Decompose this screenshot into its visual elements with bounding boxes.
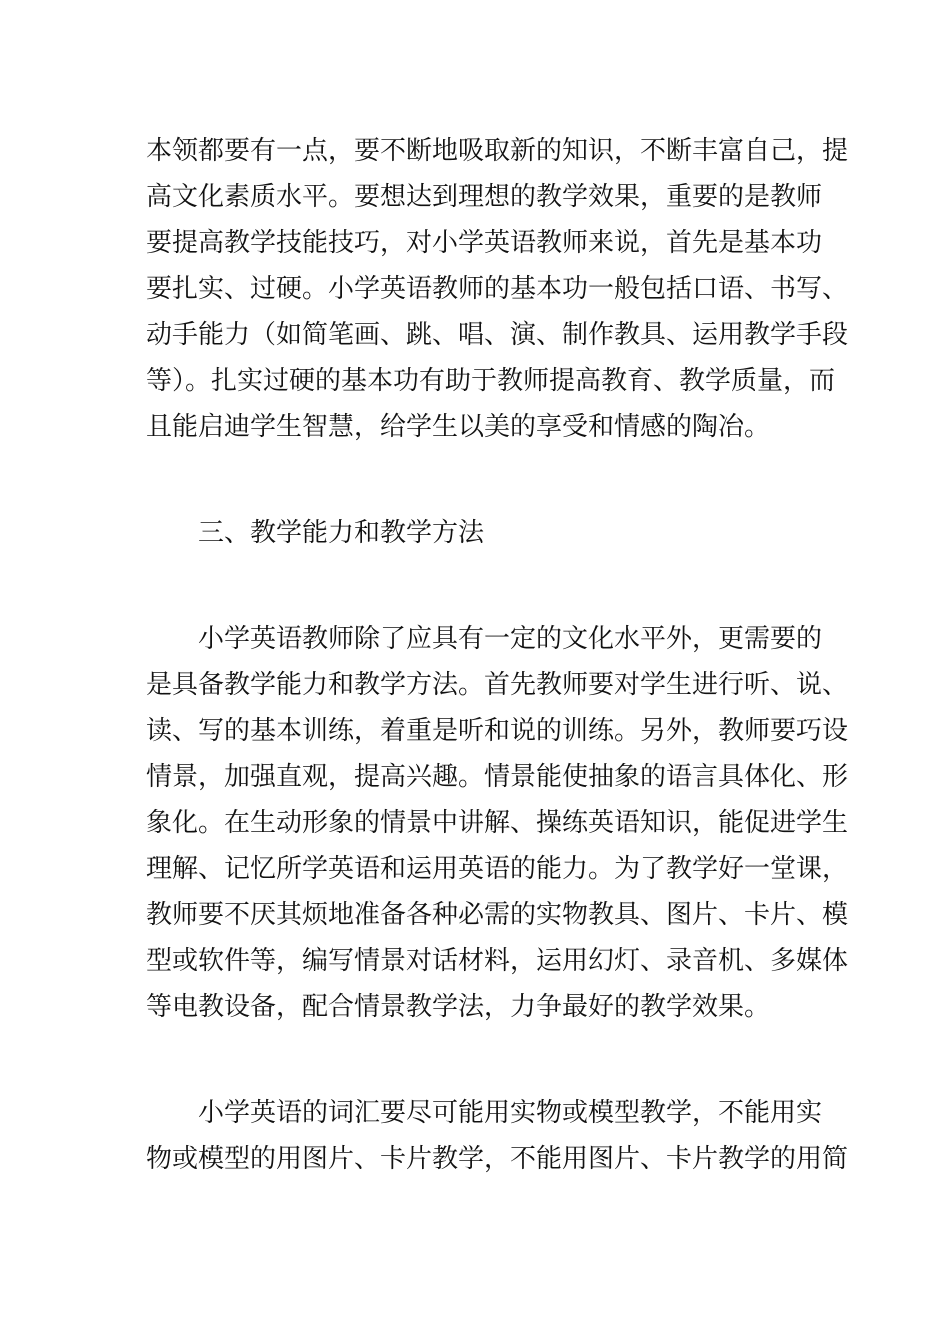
text-line: 等电教设备，配合情景教学法，力争最好的教学效果。 [146, 992, 771, 1022]
section-heading: 三、教学能力和教学方法 [198, 518, 485, 548]
paragraph-basic-skills [146, 128, 849, 450]
document-body [146, 128, 849, 1242]
text-line: 等）。扎实过硬的基本功有助于教师提高教育、教学质量，而 [146, 366, 836, 396]
text-line: 型或软件等，编写情景对话材料，运用幻灯、录音机、多媒体 [146, 946, 849, 976]
text-line: 本领都要有一点，要不断地吸取新的知识，不断丰富自己，提 [146, 136, 849, 166]
text-line: 象化。在生动形象的情景中讲解、操练英语知识，能促进学生 [146, 808, 849, 838]
text-line: 小学英语的词汇要尽可能用实物或模型教学，不能用实 [198, 1098, 823, 1128]
text-line: 教师要不厌其烦地准备各种必需的实物教具、图片、卡片、模 [146, 900, 849, 930]
text-line: 情景，加强直观，提高兴趣。情景能使抽象的语言具体化、形 [146, 762, 849, 792]
text-line: 且能启迪学生智慧，给学生以美的享受和情感的陶冶。 [146, 412, 771, 442]
text-line: 要扎实、过硬。小学英语教师的基本功一般包括口语、书写、 [146, 274, 849, 304]
text-line: 动手能力（如简笔画、跳、唱、演、制作教具、运用教学手段 [146, 320, 849, 350]
text-line: 理解、记忆所学英语和运用英语的能力。为了教学好一堂课， [146, 854, 849, 884]
text-line: 高文化素质水平。要想达到理想的教学效果，重要的是教师 [146, 182, 823, 212]
text-line: 是具备教学能力和教学方法。首先教师要对学生进行听、说、 [146, 670, 849, 700]
text-line: 读、写的基本训练，着重是听和说的训练。另外，教师要巧设 [146, 716, 849, 746]
text-line: 要提高教学技能技巧，对小学英语教师来说，首先是基本功 [146, 228, 823, 258]
paragraph-vocabulary [146, 1090, 849, 1182]
paragraph-teaching-ability [146, 616, 849, 1030]
text-line: 物或模型的用图片、卡片教学，不能用图片、卡片教学的用简 [146, 1144, 849, 1174]
text-line: 小学英语教师除了应具有一定的文化水平外，更需要的 [198, 624, 823, 654]
